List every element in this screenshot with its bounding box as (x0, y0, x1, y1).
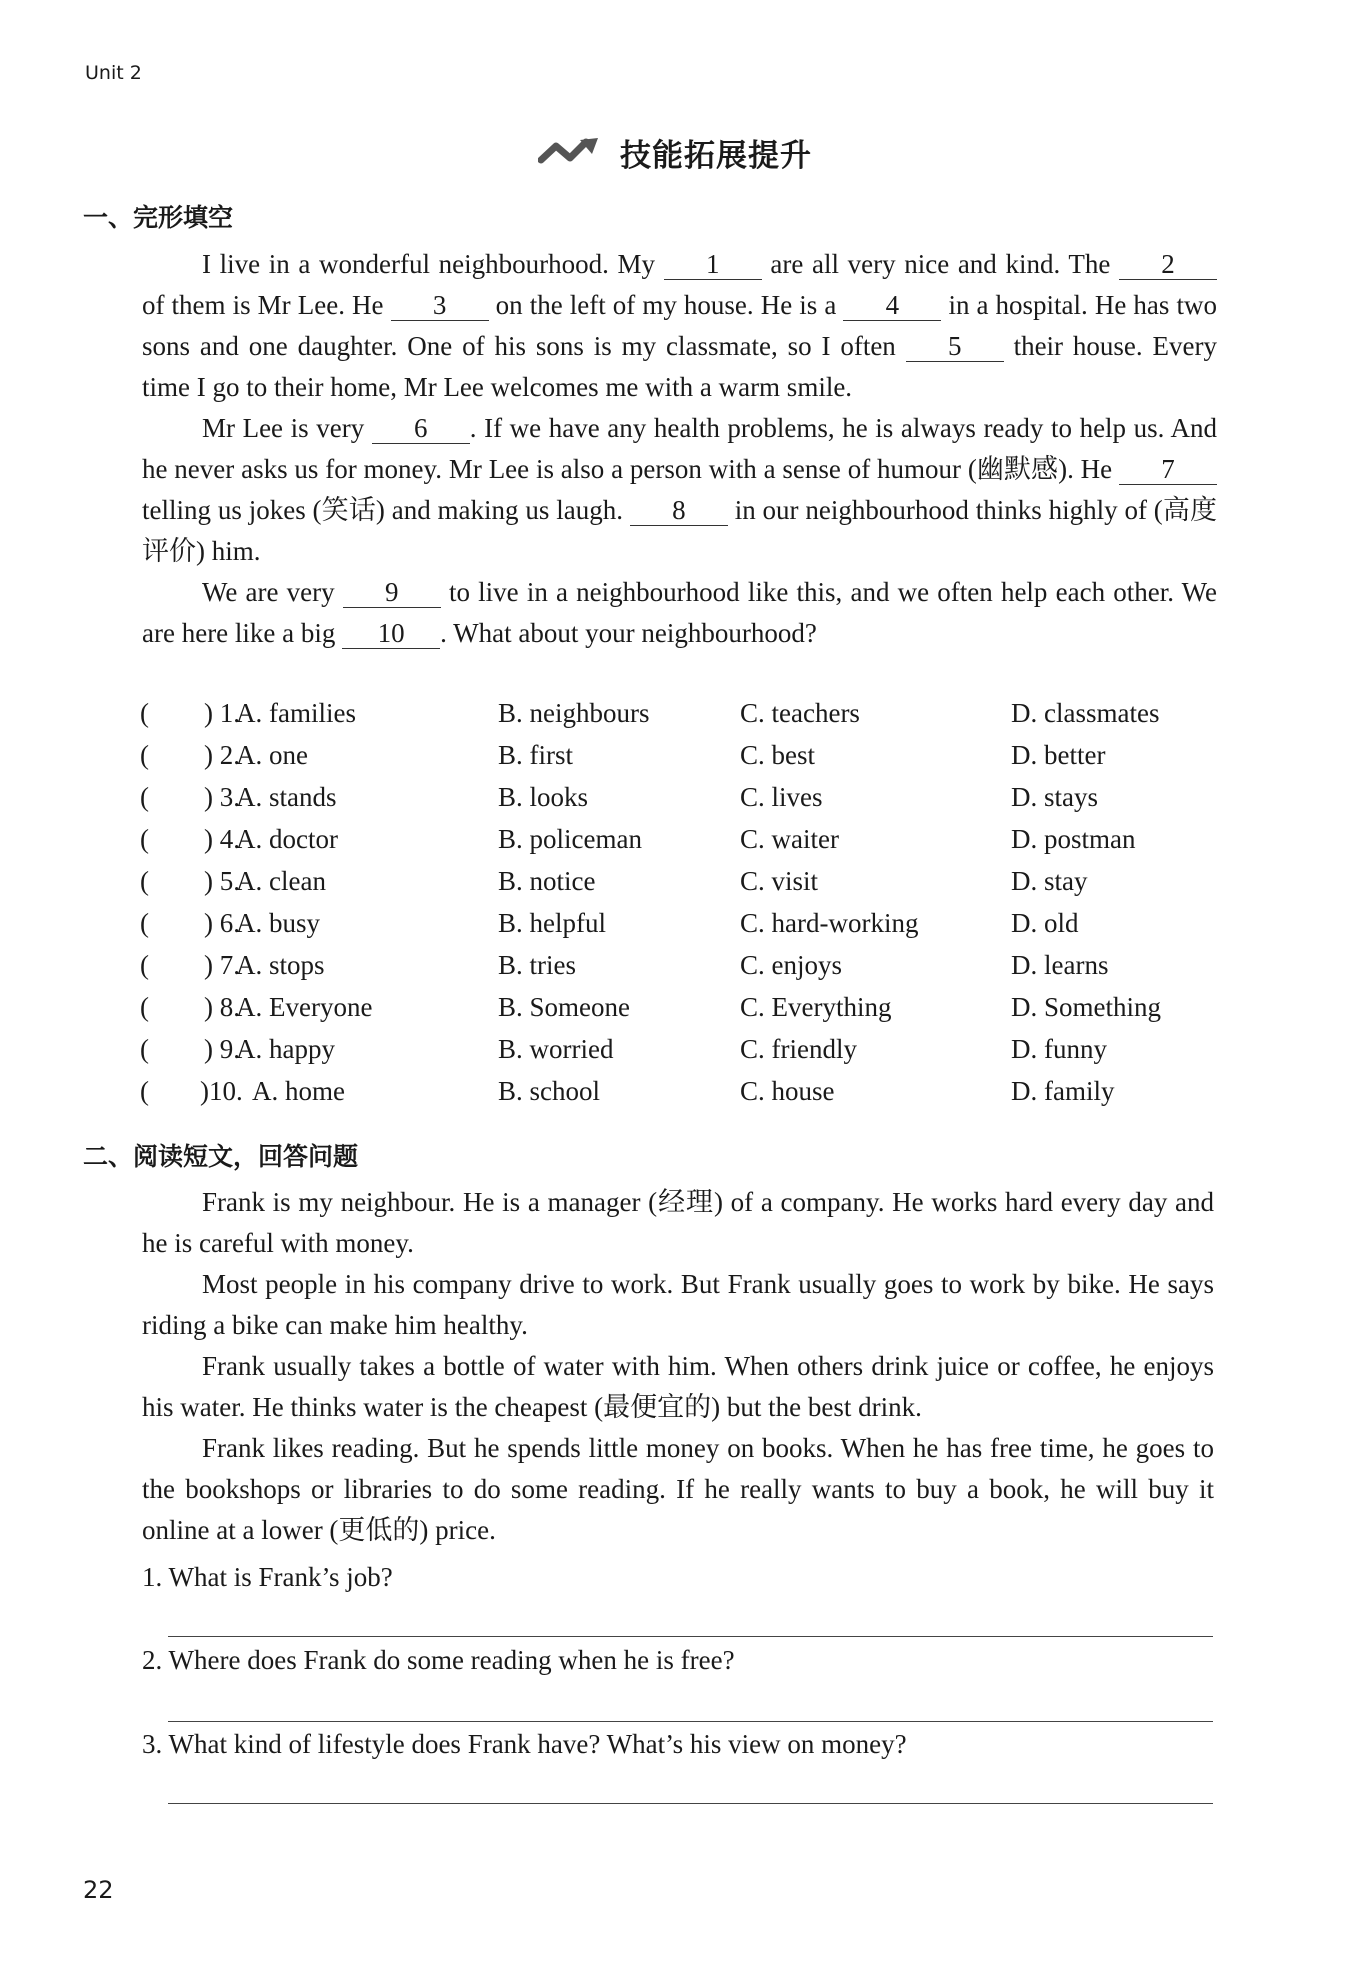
option-a[interactable]: A. stands (236, 782, 337, 812)
option-c[interactable]: C. enjoys (740, 950, 843, 980)
option-c[interactable]: C. hard-working (740, 908, 919, 938)
option-a[interactable]: A. home (252, 1076, 345, 1106)
reading-paragraph: Most people in his company drive to work. But Frank usually goes to work by bike. He says riding a bike can make him healthy. (142, 1269, 1214, 1340)
cloze-paragraph-1: I live in a wonderful neighbourhood. My 1 are all very nice and kind. The 2 of them is Mr Lee. He 3 on the left of my house. He is a 4 in a hospital. He has two sons and one daughter. One of his sons is my classmate, so I often 5 their house. Every time I go to their home, Mr Lee welcomes me with a warm smile. (142, 249, 1218, 402)
option-row: ( ) 8. A. Everyone B. Someone C. Everything D. Something (140, 992, 1162, 1022)
option-row: ( ) 5. A. clean B. notice C. visit D. stay (140, 866, 1088, 896)
reading-paragraph: Frank likes reading. But he spends little money on books. When he has free time, he goes to the bookshops or libraries to do some reading. If he really wants to buy a book, he will buy it online at a lower (更低的) price. (142, 1433, 1214, 1545)
option-d[interactable]: D. stays (1011, 782, 1098, 812)
option-a[interactable]: A. families (236, 698, 356, 728)
reading-passage (142, 1182, 1214, 1551)
option-a[interactable]: A. stops (236, 950, 325, 980)
blank-8: 8 (630, 495, 728, 526)
question-2: 2. Where does Frank do some reading when he is free? (142, 1645, 735, 1675)
option-c[interactable]: C. lives (740, 782, 823, 812)
option-b[interactable]: B. policeman (498, 824, 642, 854)
cloze-passage (142, 244, 1217, 654)
option-c[interactable]: C. Everything (740, 992, 892, 1022)
blank-9: 9 (343, 577, 441, 608)
option-d[interactable]: D. Something (1011, 992, 1162, 1022)
blank-5: 5 (906, 331, 1004, 362)
section-heading-cloze: 一、完形填空 (83, 203, 234, 232)
option-b[interactable]: B. notice (498, 866, 596, 896)
option-row: ( ) 3. A. stands B. looks C. lives D. stays (140, 782, 1098, 812)
option-row: ( ) 9. A. happy B. worried C. friendly D. funny (140, 1034, 1107, 1064)
option-c[interactable]: C. teachers (740, 698, 860, 728)
answer-line-2[interactable] (168, 1721, 1213, 1722)
option-row: ( ) 4. A. doctor B. policeman C. waiter D. postman (140, 824, 1136, 854)
page-title: 技能拓展提升 (620, 138, 812, 174)
option-a[interactable]: A. Everyone (236, 992, 373, 1022)
blank-3: 3 (391, 290, 489, 321)
blank-4: 4 (843, 290, 941, 321)
page-number: 22 (83, 1876, 114, 1904)
answer-line-1[interactable] (168, 1636, 1213, 1637)
option-row: ( ) 7. A. stops B. tries C. enjoys D. learns (140, 950, 1109, 980)
blank-10: 10 (342, 618, 440, 649)
blank-6: 6 (372, 413, 470, 444)
option-b[interactable]: B. Someone (498, 992, 630, 1022)
option-b[interactable]: B. looks (498, 782, 589, 812)
option-a[interactable]: A. clean (236, 866, 326, 896)
reading-paragraph: Frank is my neighbour. He is a manager (经理) of a company. He works hard every day and he is careful with money. (142, 1187, 1214, 1258)
blank-7: 7 (1119, 454, 1217, 485)
option-c[interactable]: C. waiter (740, 824, 839, 854)
option-c[interactable]: C. house (740, 1076, 835, 1106)
option-row: ( ) 6. A. busy B. helpful C. hard-working D. old (140, 908, 1079, 938)
trend-arrow-icon (538, 134, 606, 171)
option-b[interactable]: B. tries (498, 950, 576, 980)
option-b[interactable]: B. worried (498, 1034, 614, 1064)
cloze-paragraph-2: Mr Lee is very 6 . If we have any health problems, he is always ready to help us. And he never asks us for money. Mr Lee is also a person with a sense of humour (幽默感). He 7 telling us jokes (笑话) and making us laugh. 8 in our neighbourhood thinks highly of (高度评价) him. (142, 413, 1218, 566)
option-d[interactable]: D. funny (1011, 1034, 1107, 1064)
option-d[interactable]: D. old (1011, 908, 1079, 938)
section-title-bar (0, 130, 1350, 180)
option-c[interactable]: C. best (740, 740, 816, 770)
cloze-paragraph-3: We are very 9 to live in a neighbourhood like this, and we often help each other. We are here like a big 10 . What about your neighbourhood? (142, 577, 1217, 648)
option-d[interactable]: D. postman (1011, 824, 1136, 854)
answer-line-3[interactable] (168, 1803, 1213, 1804)
option-d[interactable]: D. better (1011, 740, 1106, 770)
option-a[interactable]: A. doctor (236, 824, 338, 854)
option-a[interactable]: A. busy (236, 908, 321, 938)
option-b[interactable]: B. first (498, 740, 574, 770)
option-d[interactable]: D. classmates (1011, 698, 1160, 728)
option-row: ( ) 1. A. families B. neighbours C. teachers D. classmates (140, 698, 1160, 728)
question-3: 3. What kind of lifestyle does Frank have? What’s his view on money? (142, 1729, 907, 1759)
option-row: ( ) 2. A. one B. first C. best D. better (140, 740, 1106, 770)
option-b[interactable]: B. neighbours (498, 698, 650, 728)
option-c[interactable]: C. friendly (740, 1034, 857, 1064)
option-c[interactable]: C. visit (740, 866, 819, 896)
option-d[interactable]: D. stay (1011, 866, 1088, 896)
unit-label: Unit 2 (85, 62, 142, 84)
option-b[interactable]: B. school (498, 1076, 601, 1106)
reading-paragraph: Frank usually takes a bottle of water with him. When others drink juice or coffee, he enjoys his water. He thinks water is the cheapest (最便宜的) but the best drink. (142, 1351, 1214, 1422)
option-d[interactable]: D. learns (1011, 950, 1109, 980)
blank-1: 1 (664, 249, 762, 280)
option-b[interactable]: B. helpful (498, 908, 606, 938)
section-heading-reading: 二、阅读短文，回答问题 (83, 1142, 359, 1171)
option-a[interactable]: A. one (236, 740, 308, 770)
option-a[interactable]: A. happy (236, 1034, 335, 1064)
blank-2: 2 (1119, 249, 1217, 280)
option-row: ( )10. A. home B. school C. house D. family (140, 1076, 1115, 1106)
question-1: 1. What is Frank’s job? (142, 1562, 393, 1592)
option-d[interactable]: D. family (1011, 1076, 1115, 1106)
